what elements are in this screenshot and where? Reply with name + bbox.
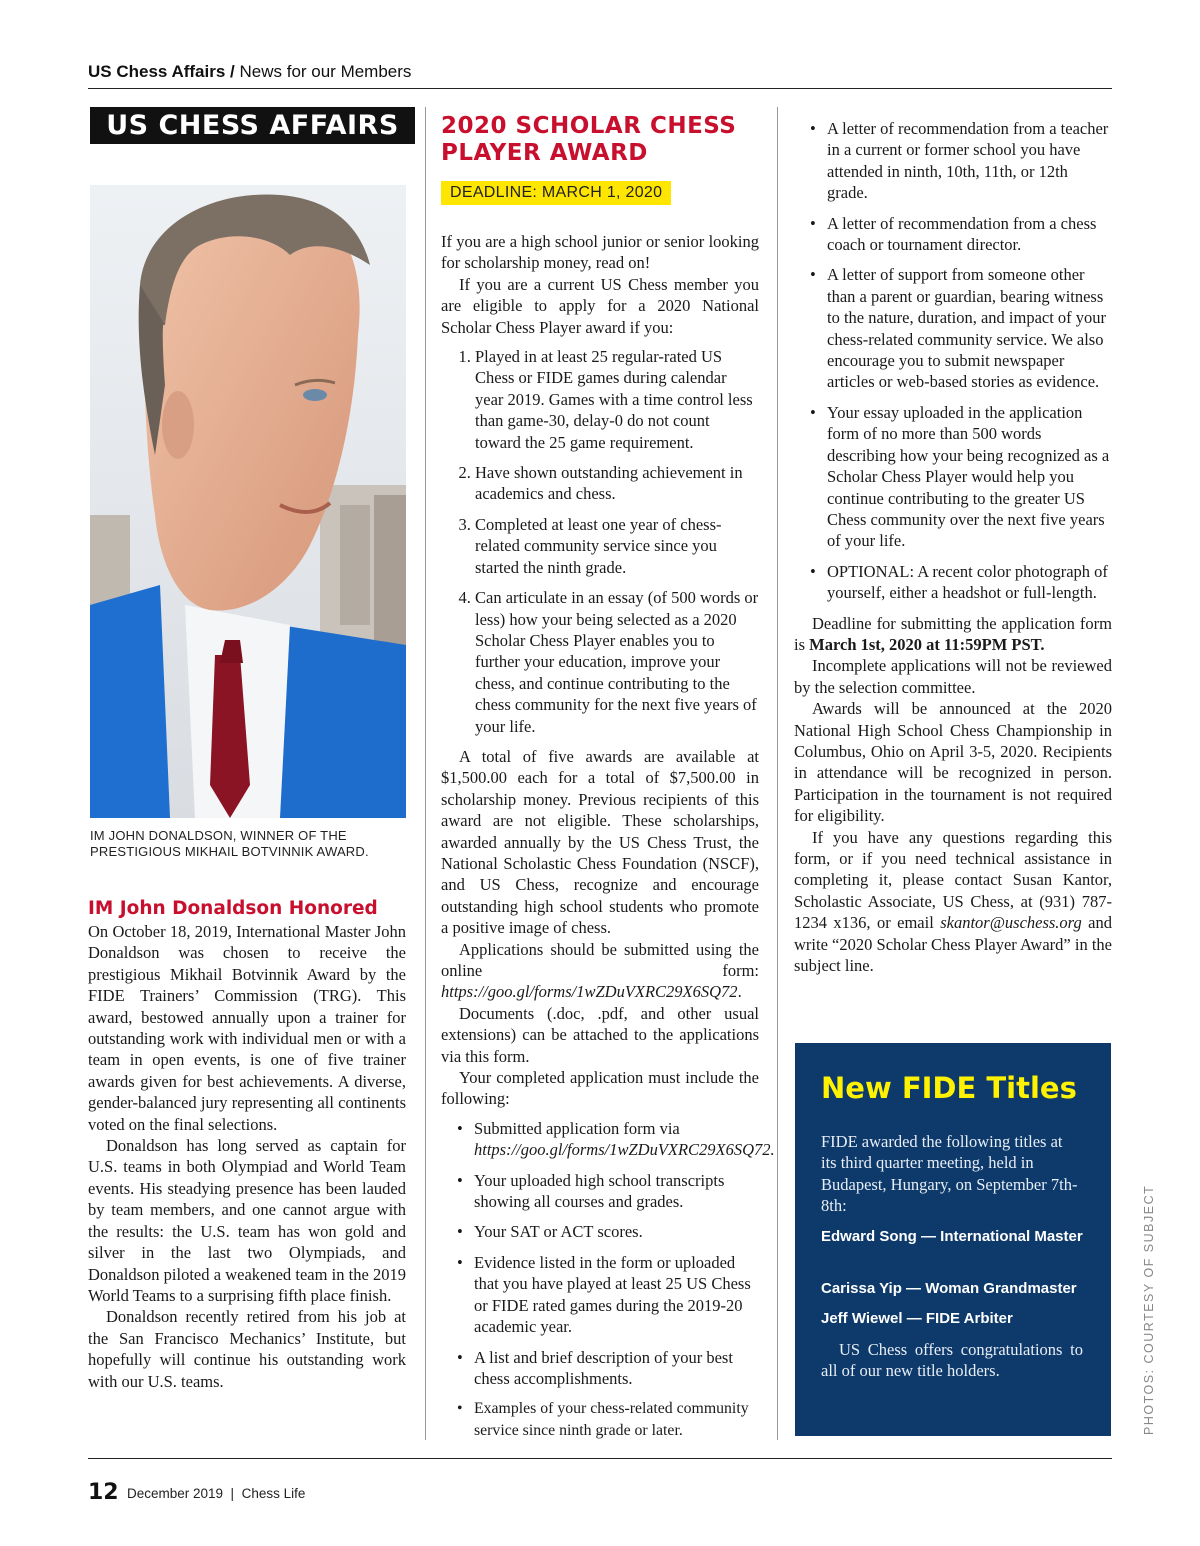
- fide-award-item: Carissa Yip — Woman Grandmaster: [821, 1280, 1077, 1297]
- award-title-line: PLAYER AWARD: [441, 140, 648, 166]
- requirement-item: • A letter of recommendation from a teacher in a current or former school you have attended in ninth, 10th, 11th, or 12th grade.: [810, 118, 1112, 204]
- deadline-date: March 1st, 2020 at 11:59PM PST.: [809, 634, 1045, 654]
- section-banner: US CHESS AFFAIRS: [90, 107, 415, 144]
- submit-form-link[interactable]: https://goo.gl/forms/1wZDuVXRC29X6SQ72: [441, 982, 738, 1002]
- contact-email-link[interactable]: skantor@uschess.org: [940, 913, 1082, 933]
- article-paragraph: Donaldson has long served as captain for U.S. teams in both Olympiad and World Team events. His steadying presence has been lauded by team members, and one cannot argue with the results: the U.S. team has won gold and silver in the last two Olympiads, and Donaldson piloted a weakened team in the 2019 World Teams to a surprising fifth place finish.: [88, 1136, 406, 1305]
- header-section: US Chess Affairs: [88, 62, 226, 81]
- requirement-item: • A letter of support from someone other than a parent or guardian, bearing witness to the nature, duration, and impact of your chess-related community service. We also encourage you to submit newspaper articles or web-based stories as evidence.: [810, 264, 1112, 392]
- submit-text: Applications should be submitted using the online form:: [441, 939, 759, 980]
- criteria-item: 4. Can articulate in an essay (of 500 words or less) how your being selected as a 2020 Scholar Chess Player enables you to further your education, improve your chess, and continue contributing to the chess community for the next five years of your life.: [475, 587, 759, 737]
- requirement-item: • Your essay uploaded in the application form of no more than 500 words describing how your being recognized as a Scholar Chess Player would help you continue contributing to the greater US Chess community over the next five years of your life.: [810, 402, 1112, 552]
- requirement-item: • A letter of recommendation from a chess coach or tournament director.: [810, 213, 1112, 256]
- fide-titles-box: [795, 1043, 1111, 1436]
- article-paragraph: On October 18, 2019, International Master John Donaldson was chosen to receive the prestigious Mikhail Botvinnik Award by the FIDE Trainers’ Commission (TRG). This award, bestowed annually upon a trainer for outstanding work with individual men or with a team in open events, is one of five trainer awards given for best achievements. A diverse, gender-balanced jury representing all continents voted on the final selections.: [88, 922, 406, 1134]
- criteria-item: 2. Have shown outstanding achievement in academics and chess.: [475, 462, 759, 505]
- photo-caption: IM JOHN DONALDSON, WINNER OF THE PRESTIGIOUS MIKHAIL BOTVINNIK AWARD.: [90, 828, 369, 859]
- application-form-link[interactable]: https://goo.gl/forms/1wZDuVXRC29X6SQ72.: [474, 1140, 775, 1160]
- award-column-continued: [794, 118, 1112, 976]
- column-divider: [777, 107, 778, 1440]
- requirement-item: • Your uploaded high school transcripts showing all courses and grades.: [457, 1170, 759, 1213]
- requirements-list-continued: [794, 118, 1112, 604]
- portrait-photo: [90, 185, 406, 818]
- submit-end: .: [737, 982, 742, 1002]
- criteria-list: [441, 346, 759, 737]
- requirement-item: • Evidence listed in the form or uploaded that you have played at least 25 US Chess or FIDE rated games during the 2019-20 academic year.: [457, 1252, 759, 1338]
- running-header: [88, 62, 1112, 89]
- header-subtitle: News for our Members: [239, 62, 412, 81]
- fide-congrats: US Chess offers congratulations to all of our new title holders.: [821, 1340, 1083, 1381]
- award-intro: If you are a current US Chess member you are eligible to apply for a 2020 National Scholar Chess Player award if you:: [441, 274, 759, 337]
- fide-title: New FIDE Titles: [821, 1071, 1077, 1105]
- requirement-item: • A list and brief description of your best chess accomplishments.: [457, 1347, 759, 1390]
- photo-credit: PHOTOS: COURTESY OF SUBJECT: [1142, 1184, 1156, 1435]
- fide-award-item: Edward Song — International Master: [821, 1228, 1083, 1245]
- award-title-line: 2020 SCHOLAR CHESS: [441, 113, 737, 139]
- announced-paragraph: Awards will be announced at the 2020 National High School Chess Championship in Columbus, Ohio on April 3-5, 2020. Recipients in attendance will be recognized in person. Participation in the tournament is not required for eligibility.: [794, 699, 1112, 826]
- footer-rule: [88, 1458, 1112, 1459]
- article-paragraph: Donaldson recently retired from his job at the San Francisco Mechanics’ Institute, but hopefully will continue his outstanding work with our U.S. teams.: [88, 1307, 406, 1391]
- criteria-item: 3. Completed at least one year of chess-related community service since you started the ninth grade.: [475, 514, 759, 578]
- award-paragraph: A total of five awards are available at $1,500.00 each for a total of $7,500.00 in scholarship money. Previous recipients of this award are not eligible. These scholarships, awarded annually by the US Chess Trust, the National Scholastic Chess Foundation (NSCF), and US Chess, recognize and encourage outstanding high school students who promote a positive image of chess.: [441, 746, 759, 938]
- article-title: IM John Donaldson Honored: [88, 898, 378, 919]
- questions-paragraph: [794, 827, 1112, 977]
- questions-text: If you have any questions regarding this form, or if you need technical assistance in completing it, please contact Susan Kantor, Scholastic Associate, US Chess, at (931) 787-1234 x136, or email: [794, 827, 1112, 933]
- header-separator: /: [225, 62, 240, 81]
- fide-award-item: Jeff Wiewel — FIDE Arbiter: [821, 1310, 1013, 1327]
- page-number: 12: [88, 1480, 119, 1505]
- requirement-item: [457, 1118, 775, 1161]
- deadline-text: Deadline for submitting the application form is: [794, 613, 1112, 654]
- footer-issue-text: December 2019 | Chess Life: [127, 1486, 306, 1501]
- award-intro: If you are a high school junior or senior looking for scholarship money, read on!: [441, 232, 759, 273]
- documents-paragraph: Documents (.doc, .pdf, and other usual extensions) can be attached to the applications via this form.: [441, 1003, 759, 1066]
- requirements-list: [441, 1118, 775, 1441]
- criteria-item: 1. Played in at least 25 regular-rated US Chess or FIDE games during calendar year 2019. Games with a time control less than game-30, delay-0 do not count toward the 25 game requirement.: [475, 346, 759, 453]
- deadline-paragraph: [794, 613, 1112, 656]
- requirement-item: • Your SAT or ACT scores.: [457, 1221, 759, 1242]
- requirement-item: • Examples of your chess-related community service since ninth grade or later.: [457, 1398, 759, 1441]
- award-column: [441, 113, 775, 1450]
- footer-issue: [127, 1486, 305, 1501]
- questions-end: and write “2020 Scholar Chess Player Award” in the subject line.: [794, 913, 1112, 976]
- must-include-paragraph: Your completed application must include the following:: [441, 1068, 759, 1109]
- submit-paragraph: [441, 939, 759, 1003]
- award-title: [441, 113, 759, 167]
- incomplete-paragraph: Incomplete applications will not be reviewed by the selection committee.: [794, 656, 1112, 697]
- requirement-item: • OPTIONAL: A recent color photograph of yourself, either a headshot or full-length.: [810, 561, 1112, 604]
- requirement-text: Submitted application form via: [474, 1118, 680, 1138]
- column-divider: [425, 107, 426, 1440]
- article-column: [88, 921, 406, 1392]
- deadline-badge: DEADLINE: MARCH 1, 2020: [441, 181, 671, 205]
- fide-intro: FIDE awarded the following titles at its third quarter meeting, held in Budapest, Hungary, on September 7th-8th:: [821, 1132, 1078, 1216]
